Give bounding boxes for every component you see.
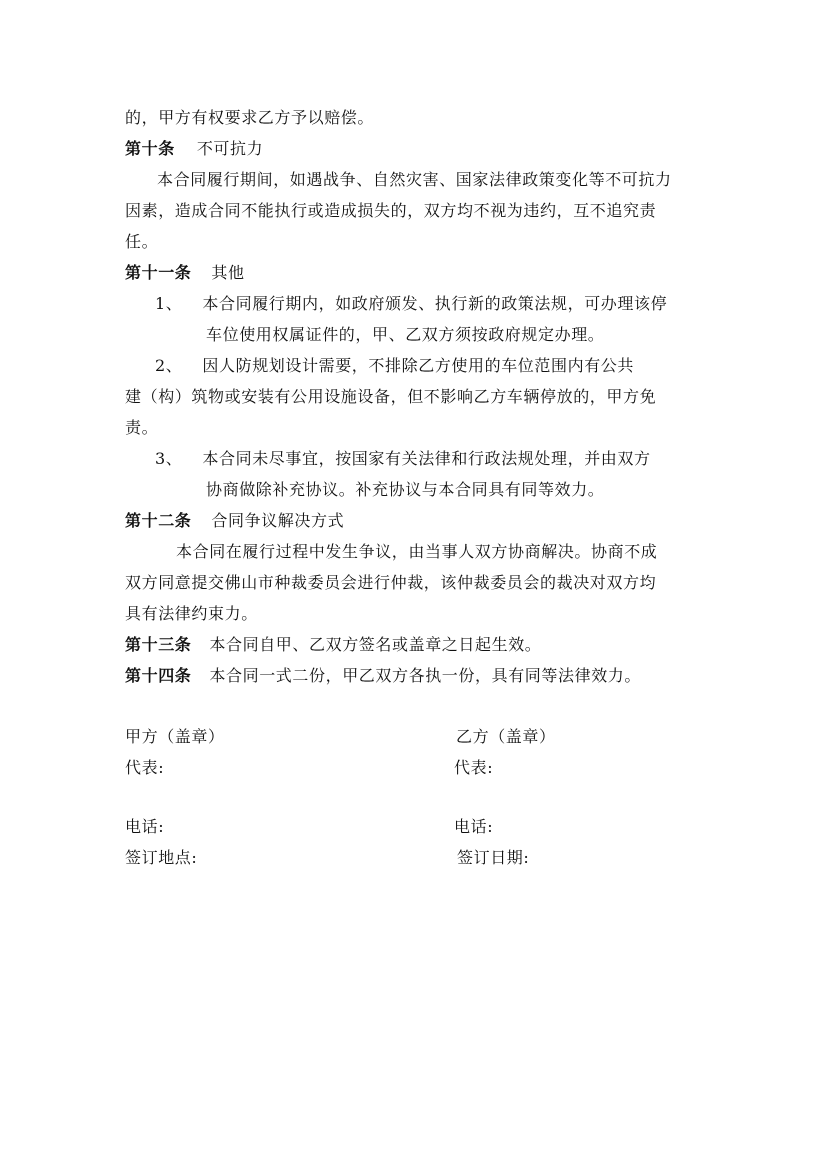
article-11-item-3-line-2: 协商做除补充协议。补充协议与本合同具有同等效力。	[206, 480, 605, 499]
article-10-heading	[125, 139, 263, 159]
article-11-item-3-line-1	[155, 449, 651, 469]
article-11-item-1-line-1	[155, 294, 667, 314]
article-11-item-1-line-2: 车位使用权属证件的，甲、乙双方须按政府规定办理。	[206, 325, 605, 344]
article-10-line-1: 本合同履行期间，如遇战争、自然灾害、国家法律政策变化等不可抗力	[157, 170, 672, 189]
article-14-number: 第十四条	[125, 666, 192, 685]
item-1-text: 本合同履行期内，如政府颁发、执行新的政策法规，可办理该停	[202, 294, 668, 313]
article-14	[125, 666, 641, 686]
item-2-number: 2、	[155, 356, 183, 375]
party-b-representative-label: 代表:	[454, 758, 494, 777]
article-10-title: 不可抗力	[196, 139, 264, 158]
continuation-text: 的，甲方有权要求乙方予以赔偿。	[125, 108, 375, 127]
article-11-item-2-line-1	[155, 356, 634, 376]
article-12-number: 第十二条	[125, 511, 192, 530]
item-3-number: 3、	[155, 449, 183, 468]
party-a-phone-label: 电话:	[125, 817, 165, 836]
article-10-line-2: 因素，造成合同不能执行或造成损失的，双方均不视为违约，互不追究责	[125, 201, 657, 220]
item-3-text: 本合同未尽事宜，按国家有关法律和行政法规处理，并由双方	[202, 449, 651, 468]
article-11-number: 第十一条	[125, 263, 192, 282]
article-12-line-3: 具有法律约束力。	[125, 604, 258, 623]
article-13-text: 本合同自甲、乙双方签名或盖章之日起生效。	[209, 635, 542, 654]
article-10-line-3: 任。	[125, 232, 159, 251]
article-12-line-1: 本合同在履行过程中发生争议，由当事人双方协商解决。协商不成	[176, 542, 658, 561]
article-13	[125, 635, 541, 655]
article-11-heading	[125, 263, 245, 283]
article-11-title: 其他	[211, 263, 245, 282]
item-1-number: 1、	[155, 294, 183, 313]
item-2-text: 因人防规划设计需要，不排除乙方使用的车位范围内有公共	[202, 356, 634, 375]
signing-date-label: 签订日期:	[457, 848, 530, 867]
article-10-number: 第十条	[125, 139, 175, 158]
party-a-representative-label: 代表:	[125, 758, 165, 777]
party-b-seal-label: 乙方（盖章）	[456, 727, 556, 746]
article-12-title: 合同争议解决方式	[211, 511, 345, 530]
party-b-phone-label: 电话:	[454, 817, 494, 836]
article-12-heading	[125, 511, 344, 531]
signing-place-label: 签订地点:	[125, 848, 198, 867]
article-13-number: 第十三条	[125, 635, 192, 654]
article-11-item-2-line-3: 责。	[125, 418, 159, 437]
article-12-line-2: 双方同意提交佛山市种裁委员会进行仲裁，该仲裁委员会的裁决对双方均	[125, 573, 657, 592]
article-14-text: 本合同一式二份，甲乙双方各执一份，具有同等法律效力。	[209, 666, 642, 685]
article-11-item-2-line-2: 建（构）筑物或安装有公用设施设备，但不影响乙方车辆停放的，甲方免	[125, 387, 657, 406]
party-a-seal-label: 甲方（盖章）	[125, 727, 225, 746]
